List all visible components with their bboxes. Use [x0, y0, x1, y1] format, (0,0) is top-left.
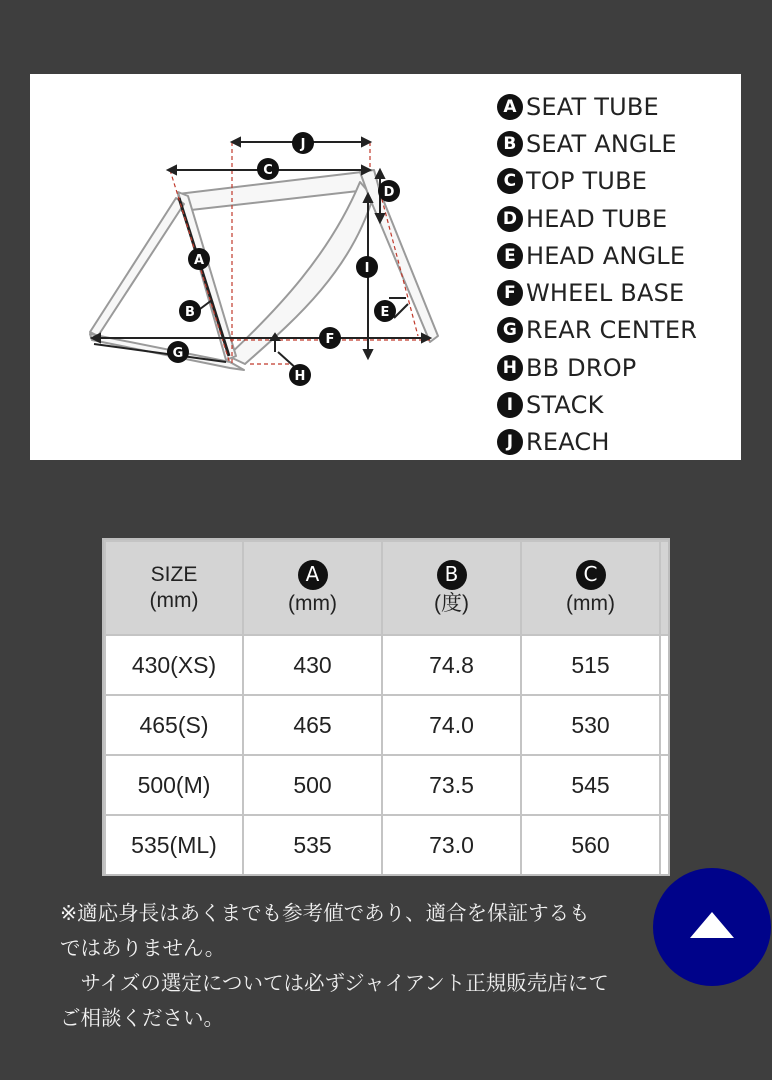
value-cell: 73.0: [382, 815, 521, 875]
size-cell: 430(XS): [105, 635, 243, 695]
size-cell: 535(ML): [105, 815, 243, 875]
legend-label: TOP TUBE: [526, 167, 648, 196]
fit-notes: [60, 896, 700, 1036]
note-line: ※適応身長はあくまでも参考値であり、適合を保証するも: [60, 901, 590, 925]
table-header-cell: [521, 541, 660, 635]
value-cell: 545: [521, 755, 660, 815]
geometry-panel: [30, 74, 741, 460]
legend-letter-badge: E: [497, 243, 523, 269]
legend-letter-badge: I: [497, 392, 523, 418]
header-unit: (mm): [149, 589, 199, 612]
svg-text:J: J: [300, 137, 306, 152]
table-row: [105, 695, 670, 755]
scroll-to-top-button[interactable]: [653, 868, 771, 986]
legend-item: [497, 274, 697, 311]
svg-text:A: A: [193, 253, 205, 268]
legend-label: REACH: [526, 428, 610, 457]
legend-label: STACK: [526, 391, 604, 420]
legend-item: [497, 125, 697, 162]
legend-item: [497, 349, 697, 386]
guide-lines: [170, 142, 430, 364]
seat-tube-line: [179, 198, 229, 356]
header-label: SIZE: [150, 562, 198, 586]
table-header-cell: [243, 541, 382, 635]
column-letter-badge: A: [298, 560, 328, 590]
svg-text:I: I: [364, 261, 370, 276]
table-header-cell: [105, 541, 243, 635]
size-cell: 500(M): [105, 755, 243, 815]
value-cell: 500: [243, 755, 382, 815]
legend-letter-badge: A: [497, 94, 523, 120]
legend-label: WHEEL BASE: [526, 279, 685, 308]
note-line: ご相談ください。: [60, 1006, 224, 1030]
legend-letter-badge: D: [497, 206, 523, 232]
legend-letter-badge: C: [497, 168, 523, 194]
legend-label: REAR CENTER: [526, 316, 698, 345]
legend-item: [497, 200, 697, 237]
legend-item: [497, 237, 697, 274]
value-cell: 465: [243, 695, 382, 755]
table-row: [105, 635, 670, 695]
value-cell: [660, 635, 670, 695]
column-letter-badge: B: [437, 560, 467, 590]
svg-text:E: E: [380, 305, 390, 320]
legend-item: [497, 163, 697, 200]
legend-item: [497, 88, 697, 125]
value-cell: 74.8: [382, 635, 521, 695]
note-line: ではありません。: [60, 936, 226, 960]
legend-label: HEAD TUBE: [526, 204, 668, 233]
svg-text:C: C: [263, 163, 273, 178]
legend-letter-badge: B: [497, 131, 523, 157]
header-unit: (mm): [566, 591, 615, 615]
svg-text:G: G: [172, 346, 184, 361]
legend-label: BB DROP: [526, 353, 637, 382]
value-cell: [660, 815, 670, 875]
column-letter-badge: C: [576, 560, 606, 590]
legend-label: SEAT ANGLE: [526, 129, 677, 158]
note-line: サイズの選定については必ずジャイアント正規販売店にて: [60, 971, 609, 995]
size-cell: 465(S): [105, 695, 243, 755]
legend-item: [497, 312, 697, 349]
legend-label: HEAD ANGLE: [526, 241, 686, 270]
legend-letter-badge: G: [497, 317, 523, 343]
value-cell: 560: [521, 815, 660, 875]
value-cell: 535: [243, 815, 382, 875]
table-row: [105, 755, 670, 815]
svg-text:D: D: [383, 185, 395, 200]
legend-letter-badge: J: [497, 429, 523, 455]
chevron-up-icon: [688, 910, 736, 940]
svg-text:H: H: [294, 369, 306, 384]
header-unit: (mm): [288, 591, 337, 615]
geometry-legend: [497, 88, 697, 461]
legend-letter-badge: H: [497, 355, 523, 381]
size-table-container[interactable]: [102, 538, 670, 876]
svg-text:B: B: [185, 305, 195, 320]
value-cell: 74.0: [382, 695, 521, 755]
value-cell: 515: [521, 635, 660, 695]
value-cell: 430: [243, 635, 382, 695]
legend-item: [497, 424, 697, 461]
legend-letter-badge: F: [497, 280, 523, 306]
legend-label: SEAT TUBE: [526, 92, 659, 121]
table-header-cell: [660, 541, 670, 635]
value-cell: [660, 755, 670, 815]
size-table: [104, 540, 670, 876]
svg-text:F: F: [325, 332, 335, 347]
value-cell: 530: [521, 695, 660, 755]
value-cell: [660, 695, 670, 755]
value-cell: 73.5: [382, 755, 521, 815]
table-row: [105, 815, 670, 875]
table-header-row: [105, 541, 670, 635]
table-header-cell: [382, 541, 521, 635]
legend-item: [497, 386, 697, 423]
header-unit: (度): [434, 591, 469, 615]
